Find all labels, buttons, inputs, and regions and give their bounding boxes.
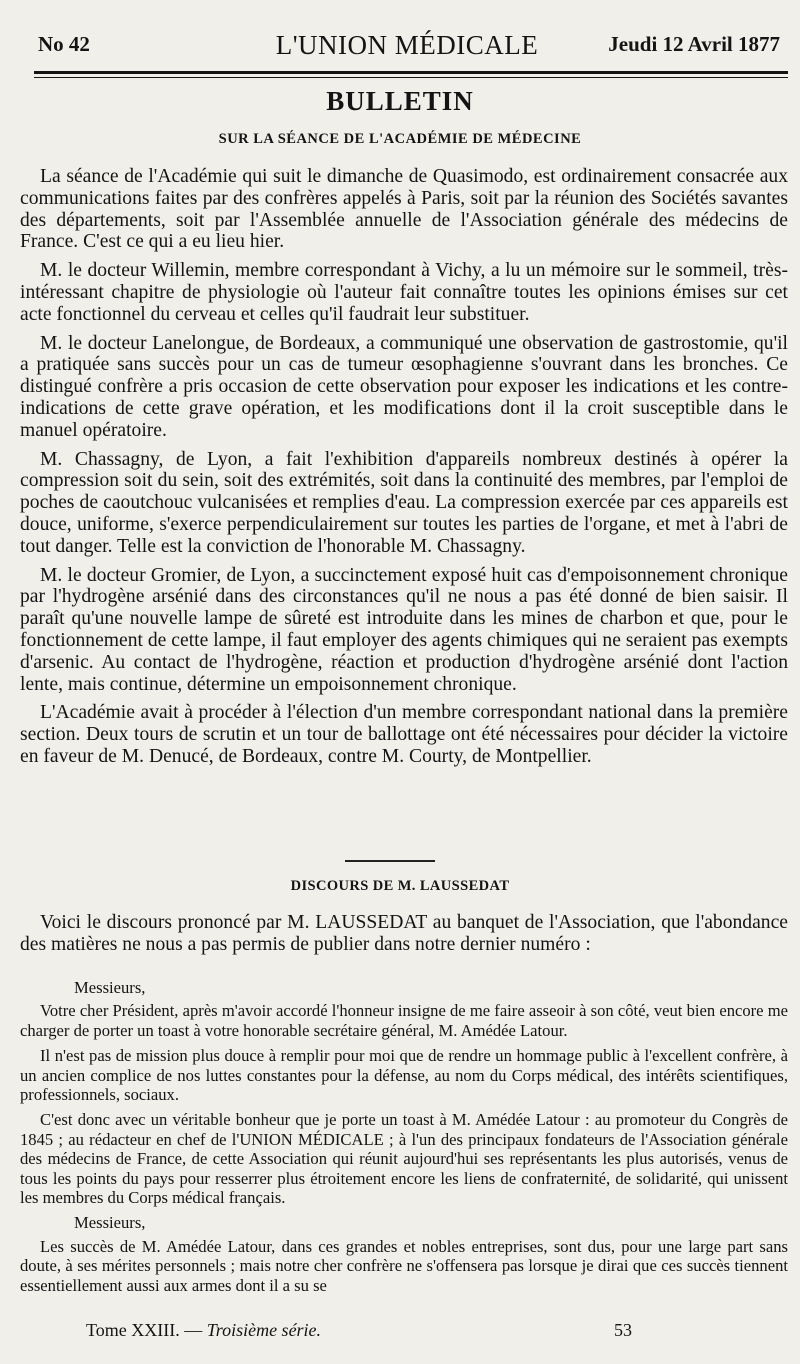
speech-salutation: Messieurs, (74, 978, 146, 997)
discours-intro: Voici le discours prononcé par M. LAUSSEDAT au banquet de l'Association, que l'abondance des matières ne nous a pas permis de publier dans notre dernier numéro : (20, 912, 788, 955)
section-subtitle: SUR LA SÉANCE DE L'ACADÉMIE DE MÉDECINE (218, 131, 582, 147)
speech-paragraph: C'est donc avec un véritable bonheur que je porte un toast à M. Amédée Latour : au promoteur du Congrès de 1845 ; au rédacteur en chef de l'UNION MÉDICALE ; à l'un des principaux fondateurs de l'Association générale des médecins de France, de cette Association qui réunit aujourd'hui ses représentants les plus autorisés, venus de tous les points du pays pour resserrer plus étroitement encore les liens de confraternité, de solidarité, qui unissent les membres du Corps médical français. (20, 1110, 788, 1208)
header-rule (34, 71, 788, 78)
bulletin-paragraph: M. le docteur Lanelongue, de Bordeaux, a communiqué une observation de gastrostomie, qu'il a pratiquée sans succès pour un cas de tumeur œsophagienne s'ouvrant dans les bronches. Ce distingué confrère a pris occasion de cette observation pour exposer les indications et les contre-indications de cette grave opération, et les modifications dont il la croit susceptible dans le manuel opératoire. (20, 332, 788, 441)
speech-body (20, 972, 788, 1301)
footer-volume (86, 1320, 321, 1341)
bulletin-paragraph: L'Académie avait à procéder à l'élection d'un membre correspondant national dans la première section. Deux tours de scrutin et un tour de ballottage ont été nécessaires pour décider la victoire en faveur de M. Denucé, de Bordeaux, contre M. Courty, de Montpellier. (20, 702, 788, 767)
bulletin-paragraph: M. le docteur Gromier, de Lyon, a succinctement exposé huit cas d'empoisonnement chronique par l'hydrogène arsénié dans des circonstances qu'il ne nous a pas été donné de bien saisir. Il paraît qu'une nouvelle lampe de sûreté est introduite dans les mines de charbon et que, pour le fonctionnement de cette lampe, il faut employer des agents chimiques qui ne seraient pas exempts d'arsenic. Au contact de l'hydrogène, réaction et production d'hydrogène arsénié dont l'action lente, mais continue, détermine un empoisonnement chronique. (20, 564, 788, 695)
page-footer (34, 1320, 788, 1344)
issue-date: Jeudi 12 Avril 1877 (608, 32, 780, 56)
speech-paragraph: Il n'est pas de mission plus douce à remplir pour moi que de rendre un hommage public à l'excellent confrère, à un ancien complice de nos luttes constantes pour la défense, au nom du Corps médical, des intérêts scientifiques, professionnels, sociaux. (20, 1046, 788, 1105)
bulletin-paragraph: M. le docteur Willemin, membre correspondant à Vichy, a lu un mémoire sur le sommeil, très-intéressant chapitre de physiologie où l'auteur fait connaître toutes les opinions émises sur cet acte fonctionnel du cerveau et celles qu'il faudrait leur substituer. (20, 260, 788, 325)
bulletin-paragraph: M. Chassagny, de Lyon, a fait l'exhibition d'appareils nombreux destinés à opérer la compression soit du sein, soit des extrémités, soit dans la continuité des membres, par l'emploi de poches de caoutchouc vulcanisées et remplies d'eau. La compression exercée par ces appareils est douce, uniforme, s'exerce perpendiculairement sur toutes les parties de l'organe, et met à l'abri de tout danger. Telle est la conviction de l'honorable M. Chassagny. (20, 448, 788, 557)
speech-salutation: Messieurs, (74, 1213, 146, 1233)
running-head (34, 30, 780, 64)
journal-title: L'UNION MÉDICALE (275, 30, 539, 60)
issue-number: No 42 (38, 32, 90, 56)
section-title: BULLETIN (326, 86, 474, 116)
page-number: 53 (614, 1320, 632, 1340)
discours-title: DISCOURS DE M. LAUSSEDAT (290, 878, 510, 894)
section-divider (345, 860, 435, 862)
volume-label: Tome XXIII. — (86, 1320, 203, 1340)
series-label: Troisième série. (206, 1320, 322, 1340)
speech-paragraph: Les succès de M. Amédée Latour, dans ces grandes et nobles entreprises, sont dus, pour une large part sans doute, à ses mérites personnels ; mais notre cher confrère ne s'offensera pas lorsque je dirai que ces succès tiennent essentiellement aussi aux armes dont il a su se (20, 1236, 788, 1295)
bulletin-body (20, 166, 788, 775)
speech-paragraph: Votre cher Président, après m'avoir accordé l'honneur insigne de me faire asseoir à son côté, veut bien encore me charger de porter un toast à votre honorable secrétaire général, M. Amédée Latour. (20, 1001, 788, 1040)
bulletin-paragraph: La séance de l'Académie qui suit le dimanche de Quasimodo, est ordinairement consacrée aux communications faites par des confrères appelés à Paris, soit par la réunion des Sociétés savantes des départements, soit par l'Assemblée annuelle de l'Association générale des médecins de France. C'est ce qui a eu lieu hier. (20, 166, 788, 253)
